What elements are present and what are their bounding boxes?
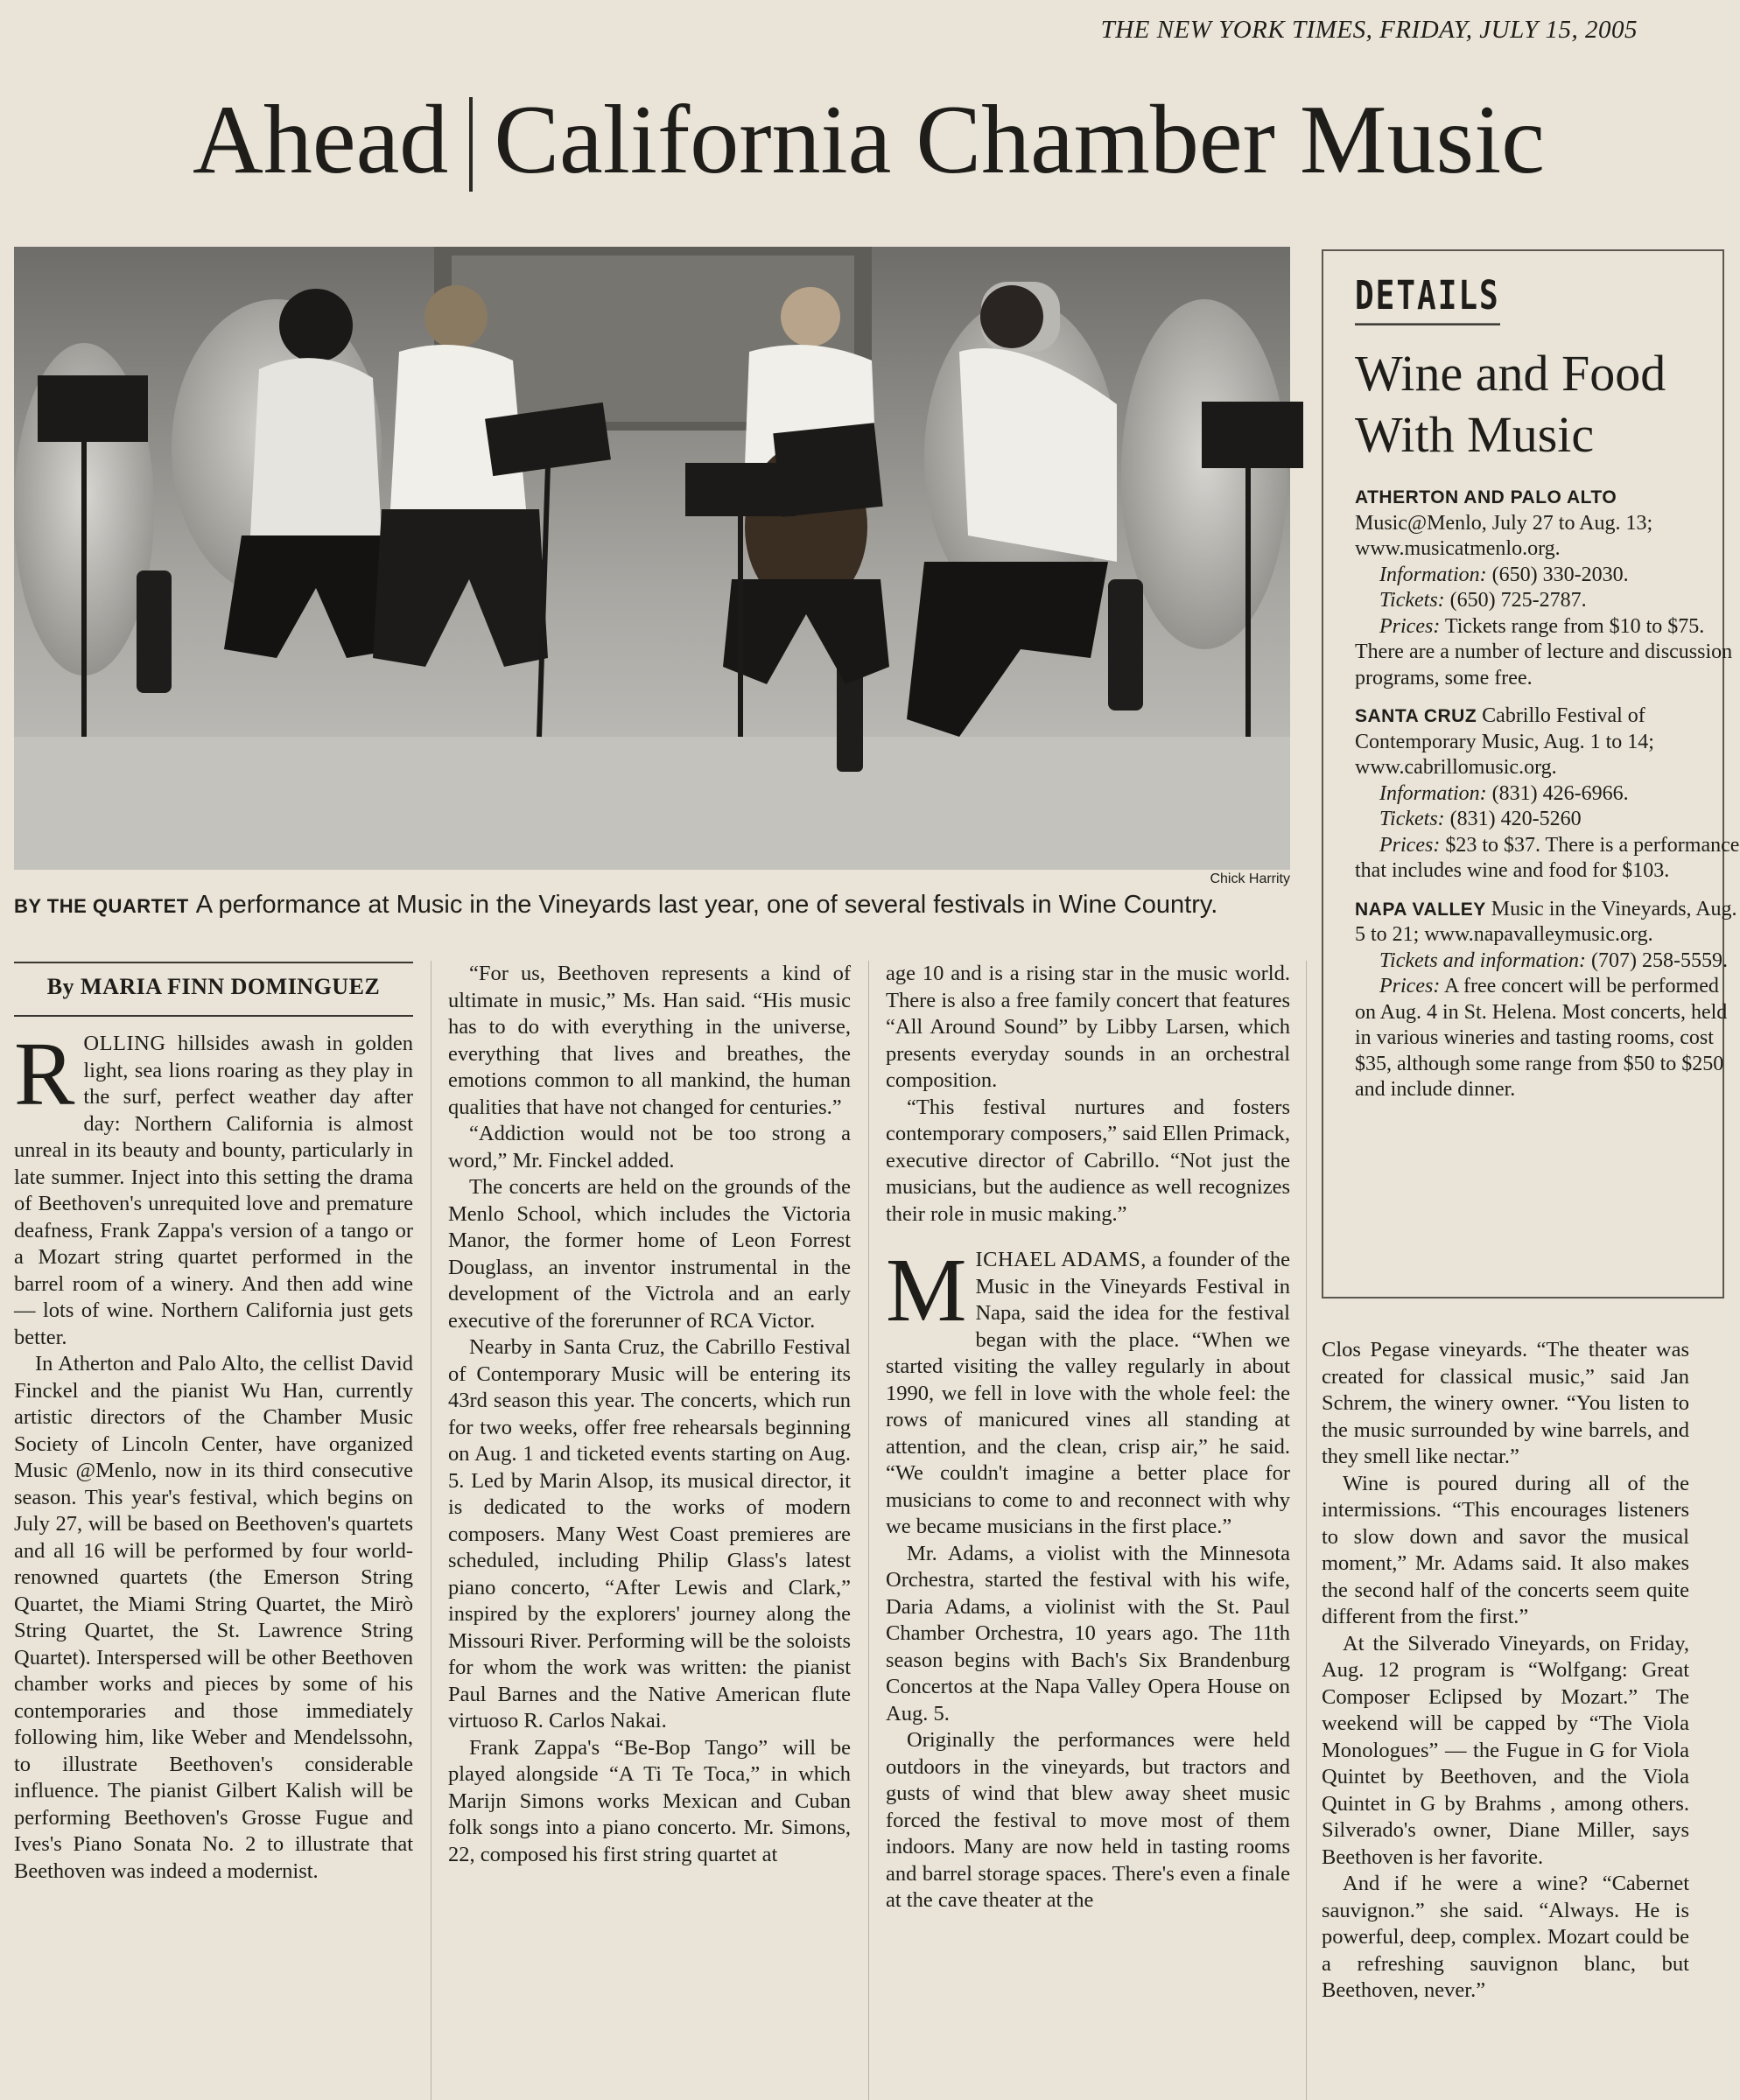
entry-region: SANTA CRUZ — [1355, 706, 1477, 726]
caption-text: A performance at Music in the Vineyards last year, one of several festivals in Wine Country. — [195, 891, 1218, 919]
article-paragraph: “Addiction would not be too strong a word,” Mr. Finckel added. — [448, 1122, 851, 1172]
article-paragraph: At the Silverado Vineyards, on Friday, Aug. 12 program is “Wolfgang: Great Composer Eclipsed by Mozart.” The weekend will be capped by “The Viola Monologues” — the Fugue in G for Viola Quintet by Beethoven, and the Viola Quintet in G by Brahms , among others. Silverado's owner, Diane Miller, says Beethoven is her favorite. — [1322, 1631, 1689, 1869]
drop-cap: M — [886, 1240, 967, 1340]
entry-text: Music in the Vineyards, Aug. 5 to 21; www.napavalleymusic.org. — [1355, 897, 1737, 946]
byline-bottom-rule — [14, 1015, 413, 1017]
article-paragraph: And if he were a wine? “Cabernet sauvignon.” she said. “Always. He is powerful, deep, complex. Mozart could be a refreshing sauvignon blanc, but Beethoven, never.” — [1322, 1872, 1689, 2002]
article-paragraph: age 10 and is a rising star in the music world. There is also a free family concert that features “All Around Sound” by Libby Larsen, which presents everyday sounds in an orchestral composition. — [886, 962, 1290, 1092]
masthead-dateline: THE NEW YORK TIMES, FRIDAY, JULY 15, 2005 — [1100, 16, 1638, 44]
entry-prices-label: Prices: — [1379, 833, 1441, 857]
entry-prices: Tickets range from $10 to $75. There are a number of lecture and discussion programs, some free. — [1355, 614, 1733, 690]
entry-prices: $23 to $37. There is a performance that includes wine and food for $103. — [1355, 833, 1740, 882]
details-title-line: With Music — [1355, 406, 1595, 463]
lead-in: ICHAEL ADAMS, — [975, 1248, 1147, 1271]
paragraph-text: a founder of the Music in the Vineyards Festival in Napa, said the idea for the festival began with the place. “When we started visiting the valley regularly in about 1990, we fell in love with the whole feel: the rows of manicured vines all standing at attention, and the clean, crisp air,” he said. “We couldn't imagine a better place for musicians to come to and reconnect with why we became musicians in the first place.” — [886, 1248, 1290, 1538]
article-paragraph: Mr. Adams, a violist with the Minnesota Orchestra, started the festival with his wife, Daria Adams, a violinist with the St. Paul Chamber Orchestra, 10 years ago. The 11th season begins with Bach's Six Brandenburg Concertos at the Napa Valley Opera House on Aug. 5. — [886, 1541, 1290, 1726]
byline-by: By — [46, 974, 75, 999]
article-paragraph: Clos Pegase vineyards. “The theater was created for classical music,” said Jan Schrem, the winery owner. “You listen to the music surrounded by wine barrels, and they smell like nectar.” — [1322, 1338, 1689, 1468]
headline-section: Ahead — [193, 86, 449, 194]
drop-cap: R — [14, 1024, 75, 1124]
details-entries — [1355, 485, 1740, 1103]
photo-credit: Chick Harrity — [1210, 872, 1290, 886]
paragraph-text: hillsides awash in golden light, sea lions roaring as they play in the surf, perfect weather day after day: Northern California is almost unreal in its beauty and bounty, particularly in late summer. Inject into this setting the drama of Beethoven's unrequited love and premature deafness, Frank Zappa's version of a tango or a Mozart string quartet performed in the barrel room of a winery. And then add wine — lots of wine. Northern California just gets better. — [14, 1032, 413, 1349]
article-column-4 — [1322, 1337, 1689, 2005]
byline-top-rule — [14, 962, 413, 963]
article-paragraph: “For us, Beethoven represents a kind of ultimate in music,” Ms. Han said. “His music has to do with everything in the universe, everything that lives and breathes, the emotions common to all mankind, the human qualities that have not changed for centuries.” — [448, 962, 851, 1119]
quartet-photo — [14, 247, 1290, 870]
entry-prices-label: Prices: — [1379, 614, 1441, 638]
article-column-1 — [14, 1024, 413, 1885]
details-entry-atherton — [1355, 485, 1740, 691]
entry-info-label: Information: — [1379, 563, 1487, 586]
photo-caption — [14, 891, 1292, 920]
article-paragraph: “This festival nurtures and fosters contemporary composers,” said Ellen Primack, executive director of Cabrillo. “Not just the musicians, but the audience as well recognizes their role in music making.” — [886, 1095, 1290, 1226]
entry-region: ATHERTON AND PALO ALTO — [1355, 487, 1617, 508]
article-paragraph — [886, 1240, 1290, 1541]
byline — [14, 974, 413, 1000]
entry-info-label: Information: — [1379, 781, 1487, 805]
entry-tickets-label: Tickets and information: — [1379, 948, 1586, 972]
article-paragraph: Originally the performances were held outdoors in the vineyards, but tractors and gusts of wind that blew away sheet music forced the festival to move most of them indoors. Many are now held in tasting rooms and barrel storage spaces. There's even a finale at the cave theater at the — [886, 1728, 1290, 1912]
article-column-3 — [886, 961, 1290, 1914]
article-paragraph: The concerts are held on the grounds of the Menlo School, which includes the Victoria Manor, the former home of Leon Forrest Douglass, an inventor instrumental in the development of the Victrola and an early executive of the forerunner of RCA Victor. — [448, 1175, 851, 1333]
column-separator — [868, 961, 869, 2100]
entry-prices: A free concert will be performed on Aug. 4 in St. Helena. Most concerts, held in various wineries and tasting rooms, cost $35, although some range from $50 to $250 and include dinner. — [1355, 975, 1728, 1101]
byline-name: MARIA FINN DOMINGUEZ — [81, 974, 381, 999]
entry-tickets-label: Tickets: — [1379, 808, 1445, 830]
lead-in: OLLING — [83, 1032, 166, 1055]
column-separator — [1306, 961, 1307, 2100]
entry-info: (650) 330-2030. — [1486, 563, 1629, 586]
details-entry-santacruz — [1355, 704, 1740, 885]
article-paragraph: In Atherton and Palo Alto, the cellist David Finckel and the pianist Wu Han, currently artistic directors of the Chamber Music Society of Lincoln Center, have organized Music @Menlo, now in its third consecutive season. This year's festival, which begins on July 27, will be based on Beethoven's quartets and all 16 will be performed by four world-renowned quartets (the Emerson String Quartet, the Miami String Quartet, the Mirò String Quartet, the St. Lawrence String Quartet). Interspersed will be other Beethoven chamber works and pieces by some of his contemporaries and those immediately following him, like Weber and Mendelssohn, to illustrate Beethoven's considerable influence. The pianist Gilbert Kalish will be performing Beethoven's Grosse Fugue and Ives's Piano Sonata No. 2 to illustrate that Beethoven was indeed a modernist. — [14, 1352, 413, 1883]
entry-region: NAPA VALLEY — [1355, 899, 1486, 920]
entry-tickets-label: Tickets: — [1379, 589, 1445, 612]
article-paragraph: Wine is poured during all of the intermissions. “This encourages listeners to slow down and savor the musical moment,” Mr. Adams said. It also makes the second half of the concerts seem quite different from the first.” — [1322, 1471, 1689, 1628]
details-label: DETAILS — [1355, 274, 1500, 326]
entry-prices-label: Prices: — [1379, 975, 1441, 998]
entry-tickets: (831) 420-5260 — [1444, 808, 1582, 830]
details-entry-napa — [1355, 897, 1740, 1103]
article-paragraph: Frank Zappa's “Be-Bop Tango” will be played alongside “A Ti Te Toca,” in which Marijn Simons works Mexican and Cuban folk songs into a piano concerto. Mr. Simons, 22, composed his first string quartet at — [448, 1735, 851, 1866]
quartet-photo-illustration — [14, 247, 1290, 870]
entry-info: (831) 426-6966. — [1486, 781, 1629, 805]
article-paragraph — [14, 1024, 413, 1351]
article-column-2 — [448, 961, 851, 1868]
headline-divider — [469, 97, 473, 192]
headline — [193, 83, 1545, 197]
details-title — [1355, 343, 1722, 466]
entry-tickets: (650) 725-2787. — [1444, 589, 1587, 612]
caption-lead: BY THE QUARTET — [14, 895, 189, 917]
entry-text: Music@Menlo, July 27 to Aug. 13; www.musicatmenlo.org. — [1355, 511, 1653, 560]
article-paragraph: Nearby in Santa Cruz, the Cabrillo Festival of Contemporary Music will be entering its 43rd season this year. The concerts, which run for two weeks, offer free rehearsals beginning on Aug. 1 and ticketed events starting on Aug. 5. Led by Marin Alsop, its musical director, it is dedicated to the works of modern composers. Many West Coast premieres are scheduled, including Philip Glass's latest piano concerto, “After Lewis and Clark,” inspired by the explorers' journey along the Missouri River. Performing will be the soloists for whom the work was written: the pianist Paul Barnes and the Native American flute virtuoso R. Carlos Nakai. — [448, 1335, 851, 1732]
entry-tickets: (707) 258-5559. — [1586, 948, 1728, 972]
details-title-line: Wine and Food — [1355, 345, 1666, 402]
details-box — [1322, 249, 1740, 1298]
headline-title: California Chamber Music — [494, 86, 1545, 194]
entry-text: Cabrillo Festival of Contemporary Music, Aug. 1 to 14; www.cabrillomusic.org. — [1355, 704, 1654, 779]
